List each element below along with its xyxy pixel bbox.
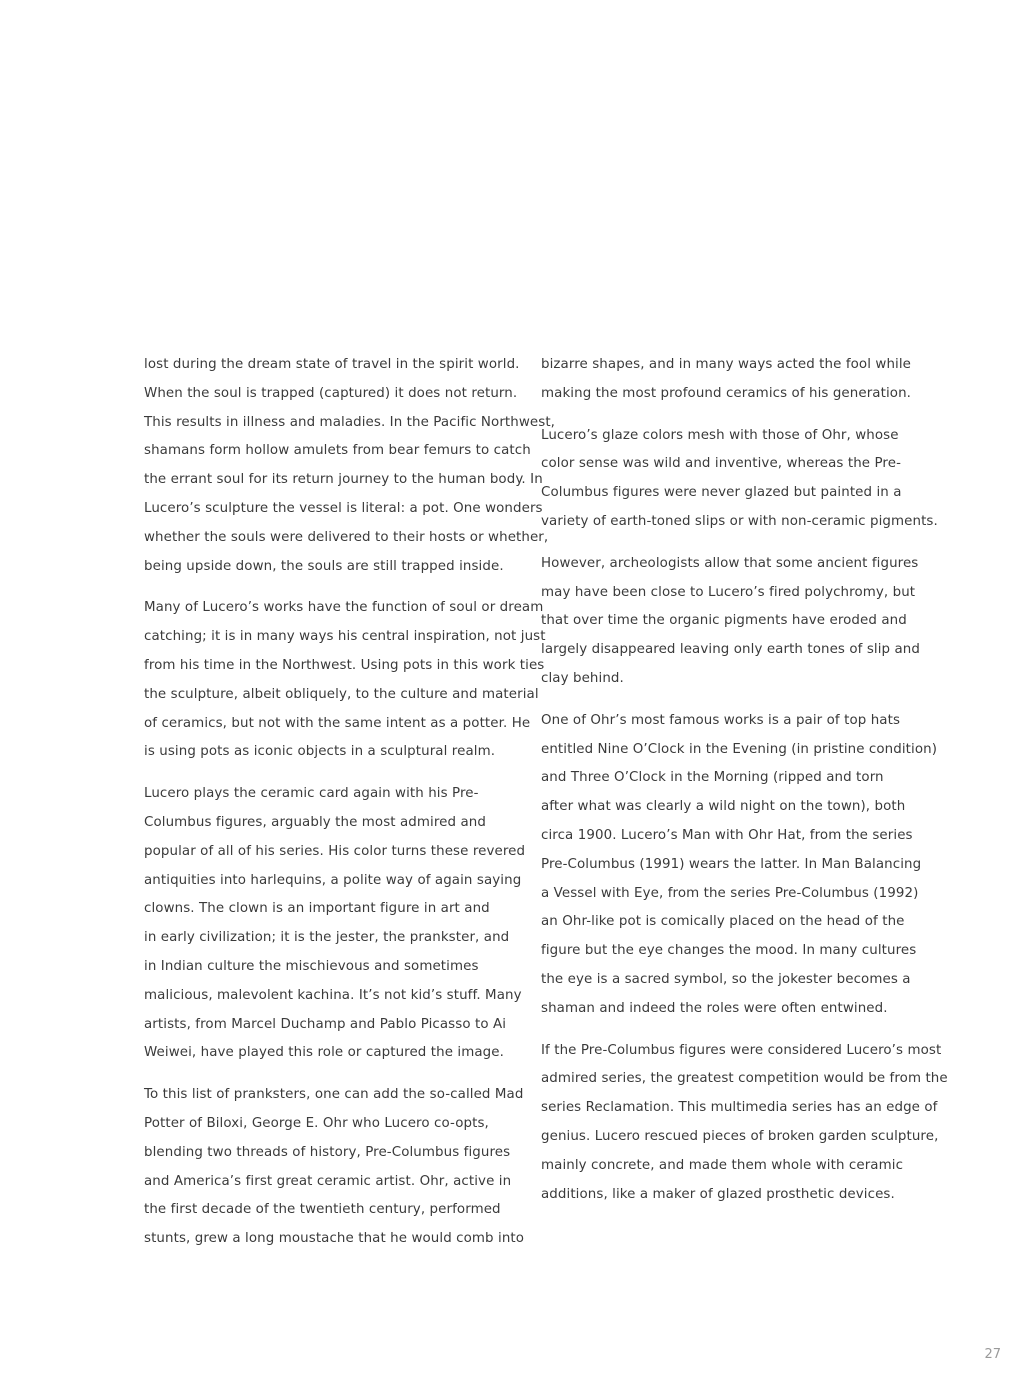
text-line: Weiwei, have played this role or captured the image.	[144, 1045, 504, 1061]
paragraph	[541, 422, 938, 537]
text-line: stunts, grew a long moustache that he would comb into	[144, 1231, 525, 1247]
text-line: a Vessel with Eye, from the series Pre-Columbus (1992)	[541, 885, 919, 901]
text-line: bizarre shapes, and in many ways acted the fool while	[541, 357, 912, 372]
text-line: making the most profound ceramics of his generation.	[541, 385, 912, 401]
text-line: additions, like a maker of glazed prosthetic devices.	[541, 1186, 895, 1202]
paragraph	[144, 780, 526, 1068]
text-line: Columbus figures were never glazed but painted in a	[541, 485, 902, 501]
text-line: However, archeologists allow that some ancient figures	[541, 555, 919, 571]
text-line: To this list of pranksters, one can add the so-called Mad	[144, 1087, 524, 1103]
text-line: This results in illness and maladies. In the Pacific Northwest,	[144, 414, 556, 430]
text-line: popular of all of his series. His color turns these revered	[144, 843, 526, 859]
text-line: variety of earth-toned slips or with non-ceramic pigments.	[541, 513, 938, 529]
text-line: Potter of Biloxi, George E. Ohr who Lucero co-opts,	[144, 1115, 489, 1131]
text-line: series Reclamation. This multimedia series has an edge of	[541, 1100, 938, 1116]
text-line: is using pots as iconic objects in a sculptural realm.	[144, 744, 496, 760]
text-line: Many of Lucero’s works have the function of soul or dream	[144, 600, 544, 616]
page-number: 27	[984, 1347, 1001, 1362]
left-text-column	[144, 351, 556, 1267]
paragraph	[144, 1081, 525, 1254]
text-line: Lucero plays the ceramic card again with his Pre-	[144, 786, 479, 802]
text-line: in Indian culture the mischievous and sometimes	[144, 958, 479, 974]
text-line: largely disappeared leaving only earth tones of slip and	[541, 642, 920, 658]
text-line: figure but the eye changes the mood. In many cultures	[541, 943, 917, 959]
text-line: Pre-Columbus (1991) wears the latter. In Man Balancing	[541, 856, 922, 872]
paragraph	[144, 594, 546, 767]
paragraph	[541, 707, 938, 1024]
text-line: One of Ohr’s most famous works is a pair of top hats	[541, 712, 901, 728]
text-line: antiquities into harlequins, a polite way of again saying	[144, 872, 522, 888]
text-line: Columbus figures, arguably the most admired and	[144, 814, 486, 830]
text-line: after what was clearly a wild night on the town), both	[541, 799, 906, 815]
text-line: blending two threads of history, Pre-Columbus figures	[144, 1144, 511, 1160]
text-line: the errant soul for its return journey to the human body. In	[144, 472, 543, 488]
text-line: and Three O’Clock in the Morning (ripped and torn	[541, 770, 884, 786]
text-line: circa 1900. Lucero’s Man with Ohr Hat, from the series	[541, 827, 913, 843]
text-line: When the soul is trapped (captured) it does not return.	[144, 385, 518, 401]
text-line: genius. Lucero rescued pieces of broken garden sculpture,	[541, 1128, 939, 1144]
text-line: clowns. The clown is an important figure in art and	[144, 901, 490, 917]
text-line: in early civilization; it is the jester, the prankster, and	[144, 930, 510, 946]
paragraph	[541, 1037, 948, 1210]
right-text-column	[541, 351, 948, 1222]
text-line: If the Pre-Columbus figures were considered Lucero’s most	[541, 1042, 942, 1058]
text-line: Lucero’s glaze colors mesh with those of Ohr, whose	[541, 427, 899, 443]
text-line: malicious, malevolent kachina. It’s not kid’s stuff. Many	[144, 987, 522, 1003]
text-line: color sense was wild and inventive, whereas the Pre-	[541, 456, 902, 472]
text-line: the sculpture, albeit obliquely, to the culture and material	[144, 686, 539, 702]
text-line: the eye is a sacred symbol, so the jokester becomes a	[541, 971, 911, 987]
text-line: mainly concrete, and made them whole with ceramic	[541, 1157, 904, 1173]
text-line: catching; it is in many ways his central inspiration, not just	[144, 629, 546, 645]
text-line: may have been close to Lucero’s fired polychromy, but	[541, 584, 916, 600]
text-line: lost during the dream state of travel in the spirit world.	[144, 357, 520, 372]
text-line: shaman and indeed the roles were often entwined.	[541, 1000, 888, 1016]
text-line: entitled Nine O’Clock in the Evening (in pristine condition)	[541, 741, 938, 757]
text-line: from his time in the Northwest. Using pots in this work ties	[144, 657, 545, 673]
text-line: that over time the organic pigments have eroded and	[541, 613, 907, 629]
text-line: Lucero’s sculpture the vessel is literal: a pot. One wonders	[144, 500, 543, 516]
paragraph	[541, 351, 912, 409]
text-line: whether the souls were delivered to their hosts or whether,	[144, 529, 549, 545]
text-line: of ceramics, but not with the same intent as a potter. He	[144, 715, 531, 731]
text-line: artists, from Marcel Duchamp and Pablo Picasso to Ai	[144, 1016, 507, 1032]
text-line: admired series, the greatest competition would be from the	[541, 1071, 948, 1087]
paragraph	[541, 550, 920, 694]
text-line: and America’s first great ceramic artist. Ohr, active in	[144, 1173, 512, 1189]
text-line: shamans form hollow amulets from bear femurs to catch	[144, 443, 531, 459]
text-line: the first decade of the twentieth century, performed	[144, 1202, 501, 1218]
text-line: clay behind.	[541, 670, 624, 686]
text-line: being upside down, the souls are still trapped inside.	[144, 558, 504, 574]
paragraph	[144, 351, 556, 581]
text-line: an Ohr-like pot is comically placed on the head of the	[541, 914, 905, 930]
